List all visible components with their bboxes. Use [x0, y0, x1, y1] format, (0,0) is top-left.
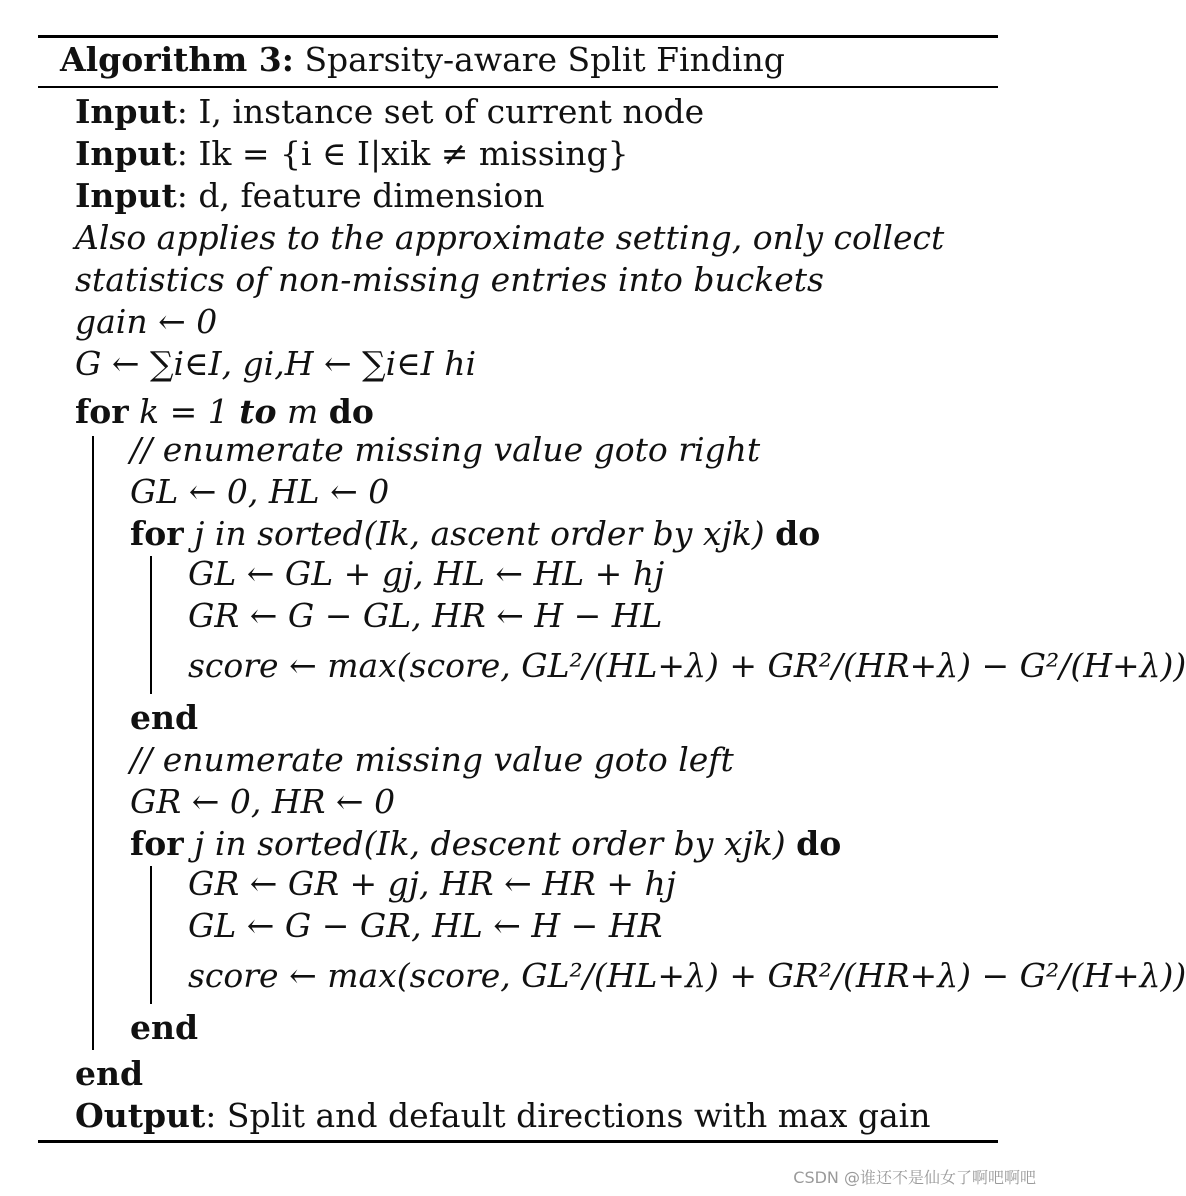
- input-text: d, feature dimension: [198, 176, 545, 215]
- left-pass-init: GR ← 0, HR ← 0: [130, 782, 396, 821]
- to-keyword: to: [239, 392, 277, 431]
- input-line-3: Input: d, feature dimension: [75, 176, 545, 215]
- for-keyword: for: [130, 514, 184, 553]
- for-range: k = 1: [139, 392, 229, 431]
- do-keyword: do: [775, 514, 821, 553]
- right-pass-init: GL ← 0, HL ← 0: [130, 472, 390, 511]
- input-keyword: Input: [75, 134, 177, 173]
- for-keyword: for: [75, 392, 129, 431]
- right-body-1: GL ← GL + gj, HL ← HL + hj: [188, 554, 665, 593]
- right-body-3: score ← max(score, GL²/(HL+λ) + GR²/(HR+λ) − G²/(H+λ)): [188, 646, 1186, 685]
- input-text: Ik = {i ∈ I|xik ≠ missing}: [198, 134, 629, 173]
- outer-for: [75, 392, 374, 432]
- outer-end: end: [75, 1054, 144, 1093]
- right-pass-for: [130, 514, 820, 554]
- left-pass-comment: // enumerate missing value goto left: [130, 740, 734, 779]
- left-pass-for: [130, 824, 841, 864]
- output-text: Split and default directions with max gain: [226, 1096, 931, 1135]
- for-var: m: [286, 392, 319, 431]
- input-line-1: Input: I, instance set of current node: [75, 92, 705, 131]
- comment-line-2: statistics of non-missing entries into buckets: [75, 260, 824, 299]
- input-keyword: Input: [75, 176, 177, 215]
- input-line-2: Input: Ik = {i ∈ I|xik ≠ missing}: [75, 134, 629, 173]
- right-body-2: GR ← G − GL, HR ← H − HL: [188, 596, 663, 635]
- algorithm-label: Algorithm 3:: [60, 40, 294, 79]
- outer-loop-bar: [92, 436, 94, 1050]
- algorithm-title: Sparsity-aware Split Finding: [304, 40, 785, 79]
- algorithm-header: [60, 40, 785, 80]
- sums-init: G ← ∑i∈I, gi,H ← ∑i∈I hi: [75, 344, 476, 383]
- input-text: I, instance set of current node: [198, 92, 705, 131]
- left-body-3: score ← max(score, GL²/(HL+λ) + GR²/(HR+λ) − G²/(H+λ)): [188, 956, 1186, 995]
- left-body-1: GR ← GR + gj, HR ← HR + hj: [188, 864, 677, 903]
- for-text: j in sorted(Ik, descent order by xjk): [194, 824, 786, 863]
- top-rule: [38, 35, 998, 38]
- for-keyword: for: [130, 824, 184, 863]
- input-keyword: Input: [75, 92, 177, 131]
- bottom-rule: [38, 1140, 998, 1143]
- output-keyword: Output: [75, 1096, 206, 1135]
- right-loop-bar: [150, 556, 152, 694]
- left-loop-bar: [150, 866, 152, 1004]
- output-line: Output: Split and default directions with max gain: [75, 1096, 931, 1135]
- do-keyword: do: [328, 392, 374, 431]
- right-pass-comment: // enumerate missing value goto right: [130, 430, 761, 469]
- watermark: CSDN @谁还不是仙女了啊吧啊吧: [793, 1168, 1036, 1187]
- for-text: j in sorted(Ik, ascent order by xjk): [194, 514, 765, 553]
- header-rule: [38, 86, 998, 88]
- comment-line-1: Also applies to the approximate setting, only collect: [75, 218, 945, 257]
- gain-init: gain ← 0: [75, 302, 218, 341]
- do-keyword: do: [796, 824, 842, 863]
- right-end: end: [130, 698, 199, 737]
- left-body-2: GL ← G − GR, HL ← H − HR: [188, 906, 663, 945]
- left-end: end: [130, 1008, 199, 1047]
